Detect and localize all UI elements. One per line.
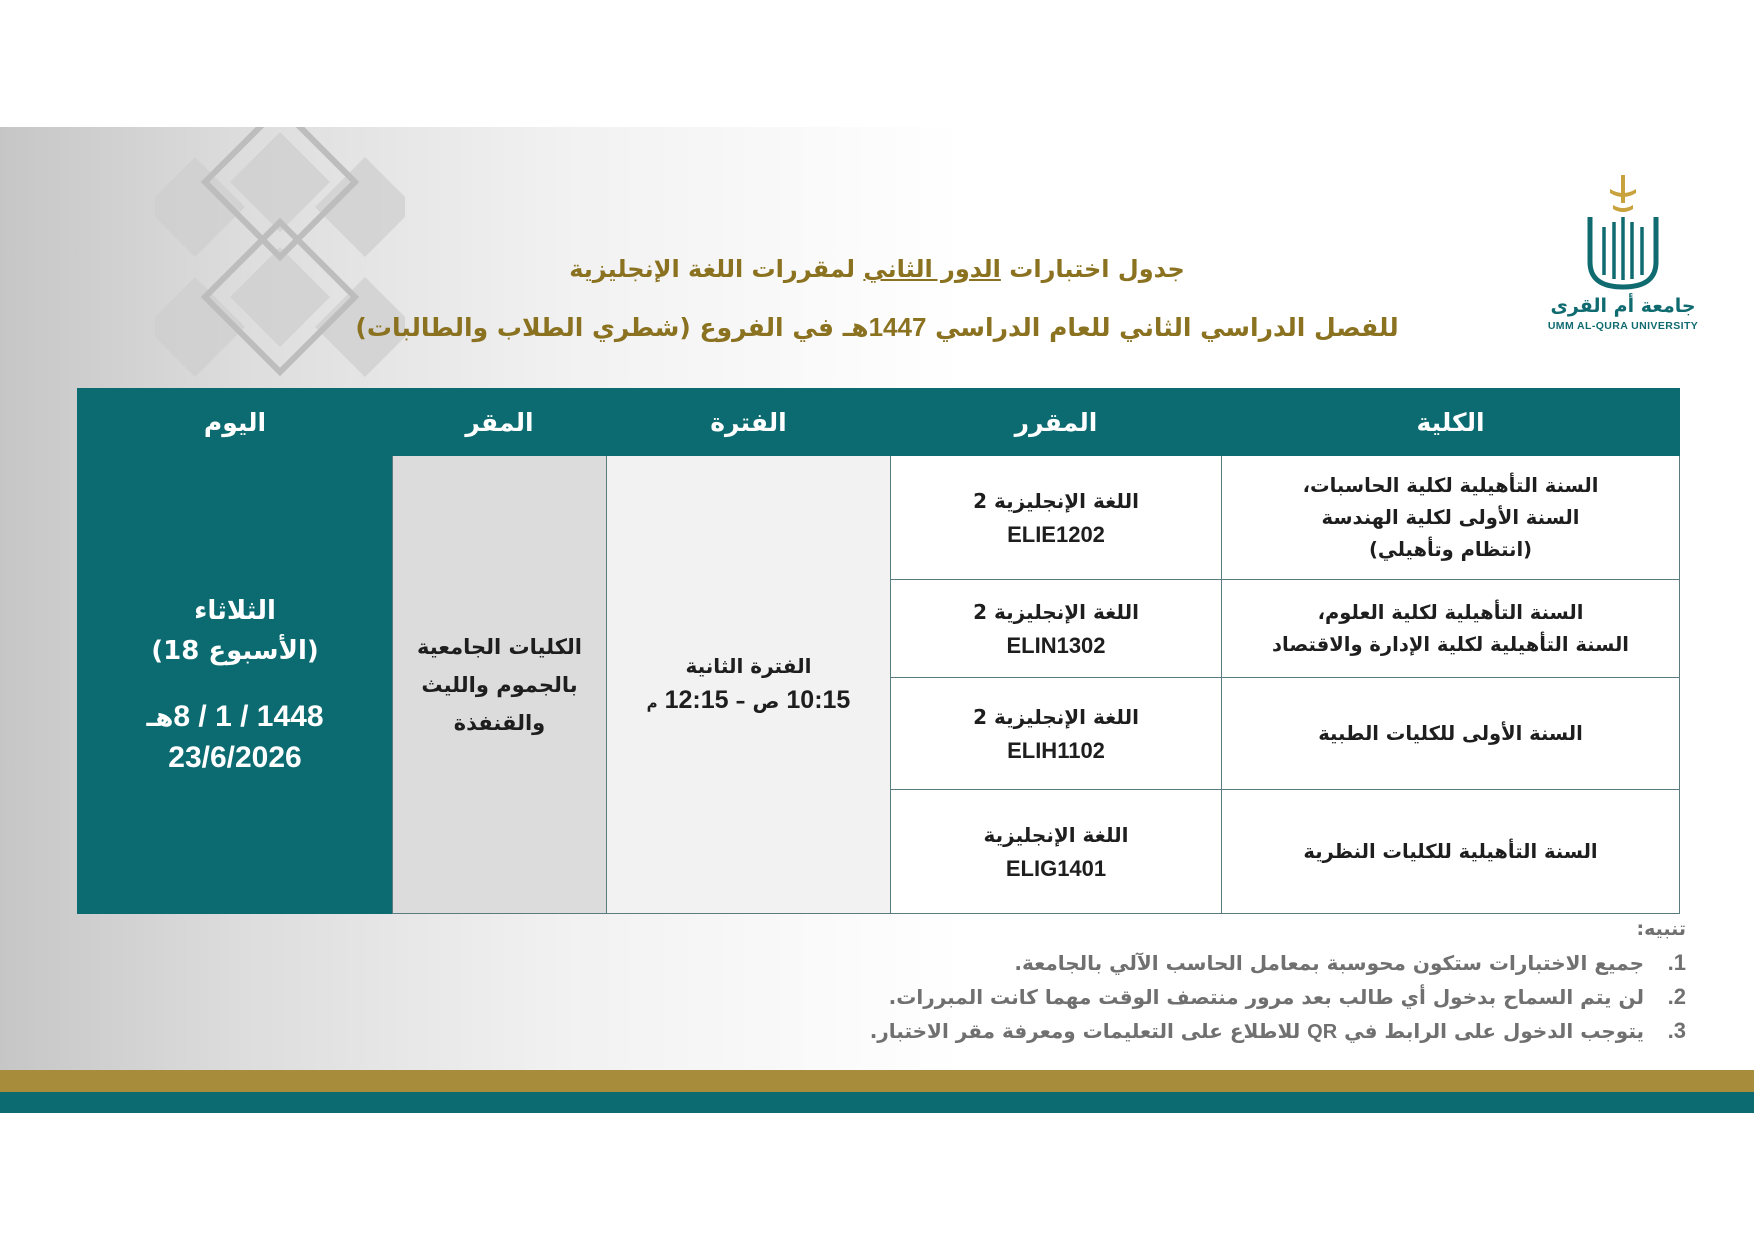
- qr-label: QR: [1307, 1021, 1338, 1043]
- period-label: الفترة الثانية: [685, 654, 812, 678]
- page-title: جدول اختبارات الدور الثاني لمقررات اللغة الإنجليزية: [569, 255, 1185, 283]
- college-cell: السنة التأهيلية لكلية الحاسبات، السنة الأولى لكلية الهندسة (انتظام وتأهيلي): [1222, 456, 1680, 580]
- course-code: ELIG1401: [1005, 855, 1107, 881]
- course-cell: [891, 580, 1222, 678]
- header-course: المقرر: [891, 389, 1222, 456]
- slide-background: [0, 127, 1754, 1113]
- title-underlined-term: الدور الثاني: [863, 255, 1001, 283]
- university-name-ar: جامعة أم القرى: [1550, 295, 1696, 317]
- course-name: اللغة الإنجليزية: [983, 822, 1129, 847]
- course-code: ELIE1202: [1007, 521, 1105, 547]
- course-cell: [891, 678, 1222, 790]
- header-college: الكلية: [1222, 389, 1680, 456]
- college-cell: السنة التأهيلية للكليات النظرية: [1222, 790, 1680, 914]
- header-venue: المقر: [393, 389, 607, 456]
- course-code: ELIN1302: [1006, 632, 1106, 658]
- note-item: 1.جميع الاختبارات ستكون محوسبة بمعامل الحاسب الآلي بالجامعة.: [1014, 950, 1686, 975]
- footer-gold-bar: [0, 1070, 1754, 1092]
- university-name-en: UMM AL-QURA UNIVERSITY: [1547, 320, 1699, 332]
- header-day: اليوم: [78, 389, 393, 456]
- course-name: اللغة الإنجليزية 2: [973, 704, 1139, 729]
- period-time: 10:15 ص – 12:15 م: [646, 686, 851, 714]
- college-cell: السنة التأهيلية لكلية العلوم، السنة التأهيلية لكلية الإدارة والاقتصاد: [1222, 580, 1680, 678]
- table-header-row: [78, 389, 1680, 456]
- page-subtitle: للفصل الدراسي الثاني للعام الدراسي 1447هـ في الفروع (شطري الطلاب والطالبات): [355, 312, 1399, 342]
- course-cell: [891, 456, 1222, 580]
- note-item: 2.لن يتم السماح بدخول أي طالب بعد مرور منتصف الوقت مهما كانت المبررات.: [888, 984, 1686, 1009]
- notes-title: تنبيه:: [1636, 918, 1686, 940]
- day-cell: [78, 456, 393, 914]
- gregorian-date: 23/6/2026: [168, 741, 302, 774]
- week-number: (الأسبوع 18): [151, 636, 319, 666]
- notes-section: [700, 918, 1686, 1048]
- footer-teal-bar: [0, 1092, 1754, 1113]
- course-name: اللغة الإنجليزية 2: [973, 488, 1139, 513]
- header-period: الفترة: [607, 389, 891, 456]
- course-name: اللغة الإنجليزية 2: [973, 599, 1139, 624]
- note-item: 3.يتوجب الدخول على الرابط في QR للاطلاع على التعليمات ومعرفة مقر الاختبار.: [869, 1018, 1686, 1043]
- hijri-date: 8 / 1 / 1448هـ: [146, 700, 324, 733]
- university-logo: [1528, 167, 1718, 332]
- academic-year: 1447: [868, 312, 927, 342]
- course-code: ELIH1102: [1007, 737, 1105, 763]
- course-cell: [891, 790, 1222, 914]
- exam-schedule-table: [77, 388, 1680, 914]
- table-row: [78, 456, 1680, 580]
- period-cell: [607, 456, 891, 914]
- college-cell: السنة الأولى للكليات الطبية: [1222, 678, 1680, 790]
- day-name: الثلاثاء: [194, 596, 276, 626]
- venue-cell: الكليات الجامعية بالجموم والليث والقنفذة: [393, 456, 607, 914]
